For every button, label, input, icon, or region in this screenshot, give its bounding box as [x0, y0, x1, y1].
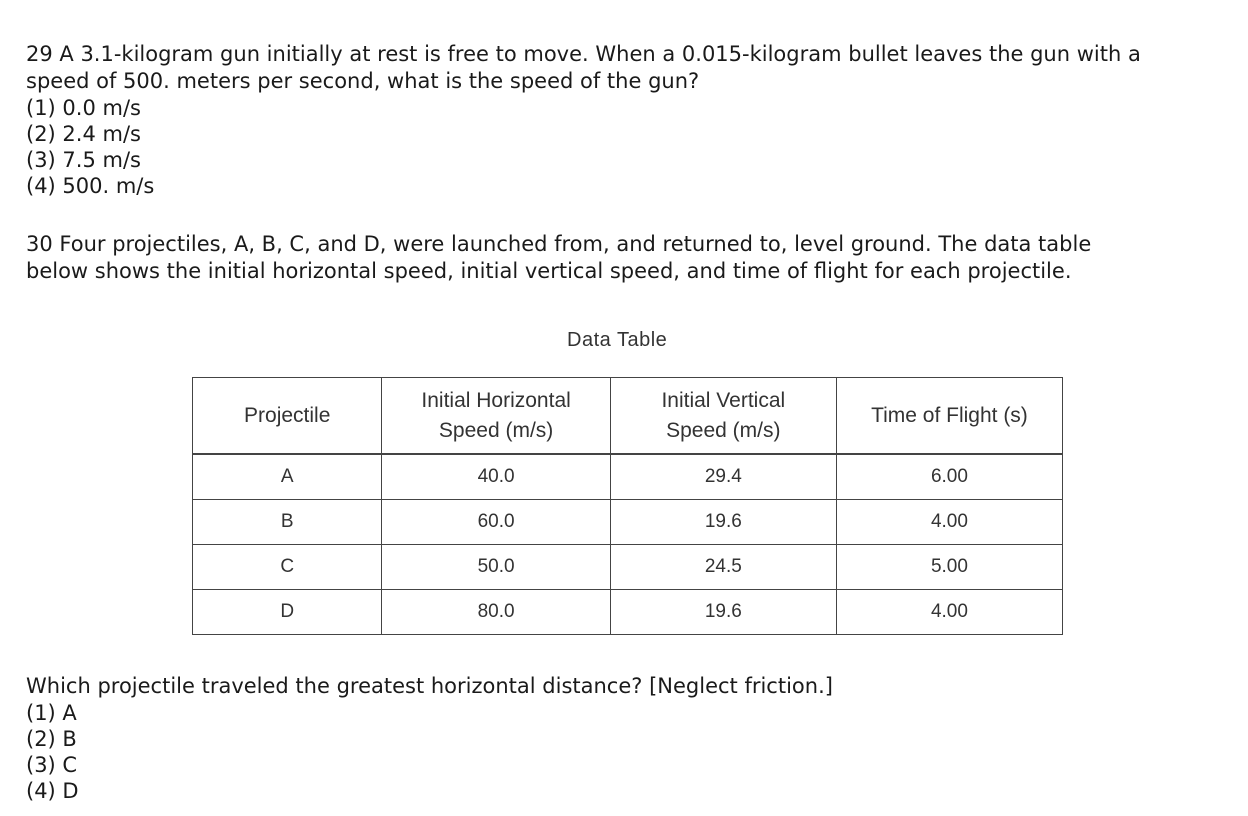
table-cell: 5.00 — [836, 545, 1062, 590]
data-table-title: Data Table — [567, 329, 668, 351]
question-30-option-1: (1) A — [26, 701, 77, 725]
table-row — [193, 454, 1063, 500]
table-cell: 6.00 — [836, 454, 1062, 500]
table-cell: D — [193, 590, 382, 635]
table-cell: 50.0 — [382, 545, 610, 590]
header-initial-vertical-speed: Initial Vertical Speed (m/s) — [610, 378, 836, 455]
table-cell: 24.5 — [610, 545, 836, 590]
table-cell: 60.0 — [382, 500, 610, 545]
table-row — [193, 545, 1063, 590]
header-initial-horizontal-speed: Initial Horizontal Speed (m/s) — [382, 378, 610, 455]
question-30-line-2: below shows the initial horizontal speed, initial vertical speed, and time of flight for each projectile. — [26, 259, 1072, 283]
question-29-line-2: speed of 500. meters per second, what is the speed of the gun? — [26, 69, 700, 93]
question-30-question: Which projectile traveled the greatest horizontal distance? [Neglect friction.] — [26, 674, 833, 698]
question-30-prompt — [26, 673, 833, 804]
question-30-line-1: 30 Four projectiles, A, B, C, and D, were launched from, and returned to, level ground. The data table — [26, 232, 1092, 256]
question-30-option-4: (4) D — [26, 779, 79, 803]
question-30-intro — [26, 231, 1091, 285]
table-cell: C — [193, 545, 382, 590]
question-29-option-4: (4) 500. m/s — [26, 174, 155, 198]
table-cell: 29.4 — [610, 454, 836, 500]
table-cell: 4.00 — [836, 590, 1062, 635]
table-header-row — [193, 378, 1063, 455]
question-29-option-1: (1) 0.0 m/s — [26, 96, 141, 120]
question-30-option-3: (3) C — [26, 753, 78, 777]
table-cell: 19.6 — [610, 590, 836, 635]
table-cell: 40.0 — [382, 454, 610, 500]
table-cell: 4.00 — [836, 500, 1062, 545]
table-cell: 80.0 — [382, 590, 610, 635]
question-29 — [26, 41, 1141, 199]
header-time-of-flight: Time of Flight (s) — [836, 378, 1062, 455]
data-table — [192, 377, 1063, 635]
table-row — [193, 590, 1063, 635]
table-cell: 19.6 — [610, 500, 836, 545]
question-29-line-1: 29 A 3.1-kilogram gun initially at rest is free to move. When a 0.015-kilogram bullet leaves the gun with a — [26, 42, 1141, 66]
question-29-option-2: (2) 2.4 m/s — [26, 122, 141, 146]
table-row — [193, 500, 1063, 545]
question-29-option-3: (3) 7.5 m/s — [26, 148, 141, 172]
question-30-option-2: (2) B — [26, 727, 77, 751]
table-cell: A — [193, 454, 382, 500]
header-projectile: Projectile — [193, 378, 382, 455]
table-cell: B — [193, 500, 382, 545]
